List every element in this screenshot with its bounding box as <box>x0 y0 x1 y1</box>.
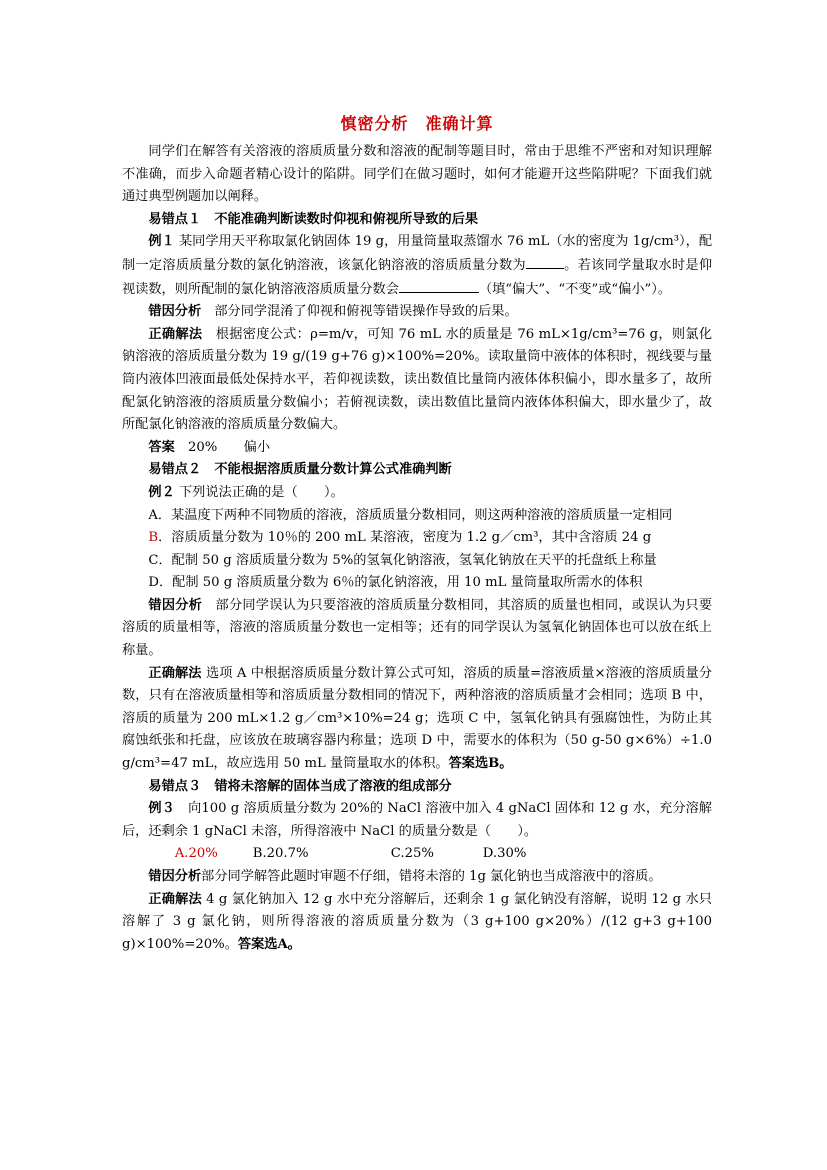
point3-example <box>122 798 712 843</box>
page-title: 慎密分析 准确计算 <box>340 114 494 133</box>
point2-heading: 易错点２ 不能根据溶质质量分数计算公式准确判断 <box>148 462 452 478</box>
error-text: 部分同学解答此题时审题不仔细，错将未溶的 1g 氯化钠也当成溶液中的溶质。 <box>201 869 662 884</box>
option-d: D．配制 50 g 溶质质量分数为 6％的氯化钠溶液，用 10 mL 量筒量取所需水的体积 <box>148 575 643 591</box>
point2-error-analysis <box>122 595 712 663</box>
choice-a: A.20% <box>174 846 218 862</box>
choice-d: D.30% <box>482 846 527 862</box>
solution-text: 根据密度公式：ρ=m/v，可知 76 mL 水的质量是 76 mL×1g/cm³=76 g，则氯化钠溶液的溶质质量分数为 19 g/(19 g+76 g)×100%=20%。读取量筒中液体的体积时，视线要与量筒内液体凹液面最低处保持水平，若仰视读数，读出数值比量筒内液体体积偏小，即水量多了，故所配氯化钠溶液的溶质质量分数偏小；若俯视读数，读出数值比量筒内液体体积偏大，即水量少了，故所配氯化钠溶液的溶质质量分数偏大。 <box>122 326 713 433</box>
answer-text: 20% 偏小 <box>187 439 271 455</box>
solution-label: 正确解法 <box>148 326 203 342</box>
example3-text: 向100 g 溶质质量分数为 20%的 NaCl 溶液中加入 4 gNaCl 固体和 12 g 水，充分溶解后，还剩余 1 gNaCl 未溶，所得溶液中 NaCl 的质量分数是（ ）。 <box>122 801 712 839</box>
example1-text-2: 。若该同学量取水时是仰视读数，则所配制的氯化钠溶液溶质质量分数会 <box>122 257 713 297</box>
point1-heading: 易错点１ 不能准确判断读数时仰视和俯视所导致的后果 <box>148 211 479 227</box>
option-b <box>122 527 712 550</box>
choice-b: B.20.7% <box>252 846 309 862</box>
point1-error-analysis <box>122 301 712 324</box>
point1-example <box>122 231 712 301</box>
example1-text-3: （填“偏大”、“不变”或“偏小”）。 <box>478 281 672 297</box>
point3-choices <box>122 843 712 866</box>
point2-example <box>122 482 712 505</box>
error-label: 错因分析 <box>148 869 202 884</box>
option-b-letter: B <box>148 530 159 546</box>
option-a: A．某温度下两种不同物质的溶液，溶质质量分数相同，则这两种溶液的溶质质量一定相同 <box>148 507 673 523</box>
solution-label: 正确解法 <box>148 665 202 681</box>
solution-label: 正确解法 <box>148 891 202 907</box>
answer-blank-2 <box>399 278 479 293</box>
point1-answer <box>122 437 712 460</box>
intro-paragraph: 同学们在解答有关溶液的溶质质量分数和溶液的配制等题目时，常由于思维不严密和对知识理解不准确，而步入命题者精心设计的陷阱。同学们在做习题时，如何才能避开这些陷阱呢？下面我们就通过典型例题加以阐释。 <box>122 144 712 205</box>
solution-text: 4 g 氯化钠加入 12 g 水中充分溶解后，还剩余 1 g 氯化钠没有溶解，说明 12 g 水只溶解了 3 g 氯化钠，则所得溶液的溶质质量分数为（3 g+100 g×20%）/(12 g+3 g+100 g)×100%=20%。 <box>122 891 712 952</box>
answer-text: 答案选A。 <box>237 936 301 952</box>
choice-c: C.25% <box>390 846 434 862</box>
answer-label: 答案 <box>148 439 175 455</box>
document-content <box>122 113 712 956</box>
example2-label: 例２ <box>148 484 175 500</box>
error-label: 错因分析 <box>148 597 203 613</box>
example1-text-1: 某同学用天平称取氯化钠固体 19 g，用量筒量取蒸馏水 76 mL（水的密度为 1g/cm³），配制一定溶质质量分数的氯化钠溶液，该氯化钠溶液的溶质质量分数为 <box>122 234 713 273</box>
point3-heading: 易错点３ 错将未溶解的固体当成了溶液的组成部分 <box>148 778 452 794</box>
error-text: 部分同学混淆了仰视和俯视等错误操作导致的后果。 <box>214 304 518 320</box>
option-c: C．配制 50 g 溶质质量分数为 5%的氢氧化钠溶液，氢氧化钠放在天平的托盘纸上称量 <box>148 552 657 568</box>
point2-solution <box>122 663 712 776</box>
example2-text: 下列说法正确的是（ ）。 <box>178 484 344 500</box>
option-b-text: ．溶质质量分数为 10％的 200 mL 某溶液，密度为 1.2 g／cm³，其中含溶质 24 g <box>158 530 652 546</box>
answer-text: 答案选B。 <box>448 756 513 772</box>
error-text: 部分同学误认为只要溶液的溶质质量分数相同，其溶质的质量也相同，或误认为只要溶质的质量相等，溶液的溶质质量分数也一定相等；还有的同学误认为氢氧化钠固体也可以放在纸上称量。 <box>122 597 713 659</box>
example1-label: 例１ <box>148 234 175 250</box>
point1-solution <box>122 324 712 437</box>
example3-label: 例３ <box>148 801 175 817</box>
point3-solution <box>122 889 712 957</box>
error-label: 错因分析 <box>148 304 202 320</box>
answer-blank-1 <box>526 254 564 269</box>
point3-error-analysis <box>122 866 712 889</box>
solution-text: 选项 A 中根据溶质质量分数计算公式可知，溶质的质量=溶液质量×溶液的溶质质量分数，只有在溶液质量相等和溶质质量分数相同的情况下，两种溶液的溶质质量才会相同；选项 B 中，溶质的质量为 200 mL×1.2 g／cm³×10%=24 g；选项 C 中，氢氧化钠具有强腐蚀性，为防止其腐蚀纸张和托盘，应该放在玻璃容器内称量；选项 D 中，需要水的体积为（50 g-50 g×6%）÷1.0 g/cm³=47 mL，故应选用 50 mL 量筒量取水的体积。 <box>122 665 712 772</box>
